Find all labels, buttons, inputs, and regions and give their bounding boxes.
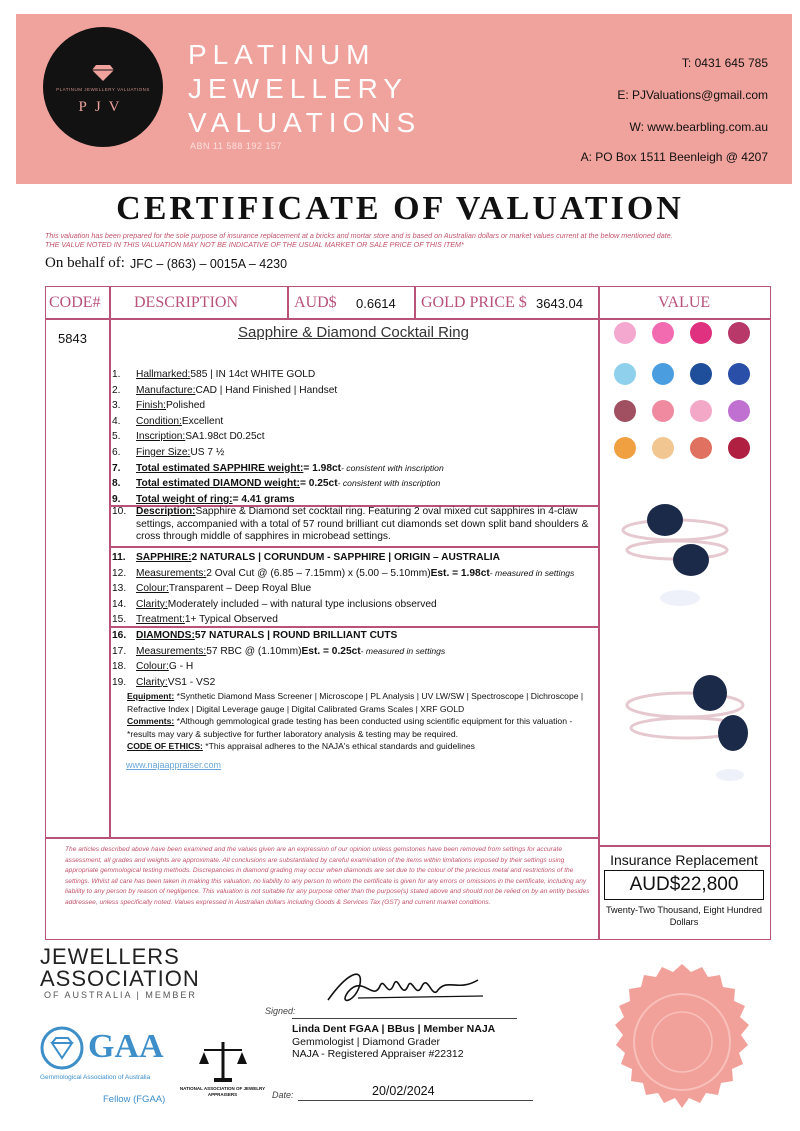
spec-label: Hallmarked: — [136, 369, 191, 380]
divider — [598, 286, 600, 940]
embossed-seal — [602, 962, 762, 1122]
spec-number: 3. — [112, 400, 121, 412]
gaa-subtitle: Gemmological Association of Australia — [40, 1074, 151, 1081]
abn-number: ABN 11 588 192 157 — [190, 141, 282, 151]
spec-label: Manufacture: — [136, 384, 196, 396]
item-code: 5843 — [58, 331, 87, 346]
spec-number: 8. — [112, 478, 121, 490]
ring-photo-top — [615, 490, 745, 620]
spec-row — [112, 550, 574, 566]
spec-label: Condition: — [136, 415, 182, 427]
spec-row — [112, 445, 444, 461]
spec-text: 2 NATURALS | CORUNDUM - SAPPHIRE | ORIGIN – AUSTRALIA — [191, 552, 500, 563]
naja-logo-text: NATIONAL ASSOCIATION OF JEWELRY APPRAISERS — [179, 1086, 266, 1097]
item-description — [112, 506, 588, 544]
comments-label: Comments: — [127, 716, 175, 727]
spec-label: Colour: — [136, 583, 169, 595]
divider — [45, 837, 598, 839]
spec-number: 2. — [112, 384, 121, 396]
brand-line: JEWELLERY — [188, 73, 408, 104]
equipment-label: Equipment: — [127, 691, 175, 701]
spec-text: = 0.25ct — [299, 478, 338, 490]
brand-name — [188, 38, 421, 140]
contact-address: A: PO Box 1511 Beenleigh @ 4207 — [580, 150, 768, 164]
spec-number: 17. — [112, 645, 127, 657]
spec-label: Measurements: — [136, 567, 207, 579]
insurance-amount-words: Twenty-Two Thousand, Eight Hundred Dollars — [605, 905, 763, 927]
spec-text: Transparent – Deep Royal Blue — [168, 583, 312, 595]
spec-row — [112, 414, 444, 430]
spec-text: 585 | IN 14ct WHITE GOLD — [190, 369, 316, 380]
date-value: 20/02/2024 — [372, 1084, 435, 1098]
liability-footnote: The articles described above have been examined and the values given are an expression of our opinion unless gemstones have been removed from settings for accurate assessment, all grades and weights are approximate. All conclusions are substantiated by careful examination of the items within limitations imposed by their settings using appropriate gemmological testing methods. Discrepancies in diamond grading may occur when diamonds are set due to the colour of the precious metal and restrictions of the settings. Whilst all care has been taken in making this valuation, no liability to any person to whom the certificate is given for any errors or omissions in the certificate, including any liability to any person by reason of negligence. This valuation is not suitable for any purpose other than the purpose(s) stated above and should not be relied on by an entity besides addressee, unless specifically noted. Values expressed in Australian dollars including Goods & Services Tax (GST) and current market conditions. — [65, 846, 590, 906]
on-behalf-value: JFC – (863) – 0015A – 4230 — [130, 257, 288, 271]
signature-line — [292, 1018, 517, 1019]
gaa-diamond-icon — [40, 1026, 84, 1070]
divider — [109, 546, 598, 548]
spec-label: DIAMONDS: — [136, 630, 195, 641]
spec-row — [112, 675, 445, 691]
logo-small-text: PLATINUM JEWELLERY VALUATIONS — [56, 87, 150, 92]
spec-number: 9. — [112, 493, 121, 505]
ja-member-text: OF AUSTRALIA | MEMBER — [44, 990, 197, 1000]
item-specs-1 — [112, 367, 444, 507]
ring-photo-bottom — [615, 660, 765, 790]
contact-phone: T: 0431 645 785 — [681, 56, 768, 70]
gem-thumbnail-icons — [614, 322, 750, 459]
spec-row — [112, 566, 574, 582]
gaa-fellow: Fellow (FGAA) — [103, 1094, 166, 1105]
col-code: CODE# — [49, 294, 101, 311]
spec-text: 57 NATURALS | ROUND BRILLIANT CUTS — [194, 630, 398, 641]
spec-label: Finish: — [136, 400, 167, 412]
divider — [109, 286, 111, 837]
spec-text: Excellent — [181, 415, 224, 427]
date-line — [298, 1100, 533, 1101]
description-line: cross through middle of sapphires in microbead settings. — [136, 531, 391, 542]
diamond-icon — [92, 63, 114, 81]
spec-label: Description: — [136, 506, 196, 517]
spec-label: Total estimated DIAMOND weight: — [136, 478, 300, 490]
spec-number: 10. — [112, 506, 127, 517]
spec-row — [112, 461, 444, 477]
spec-label: Total estimated SAPPHIRE weight: — [136, 462, 304, 474]
scales-of-justice-icon — [198, 1040, 248, 1084]
spec-note: - consistent with inscription — [341, 462, 444, 473]
spec-row — [112, 628, 445, 644]
spec-label: Colour: — [136, 661, 169, 673]
brand-line: PLATINUM — [188, 39, 376, 70]
divider — [598, 845, 771, 847]
diamond-specs — [112, 628, 445, 690]
signer-details — [292, 1023, 495, 1061]
jewellers-association-logo — [40, 946, 200, 990]
spec-number: 4. — [112, 415, 121, 427]
description-line: settings, accompanied with a total of 57 round brilliant cut diamonds set down split band shoulders & — [136, 518, 589, 530]
gaa-logo-text: GAA — [88, 1028, 164, 1065]
spec-row — [112, 581, 574, 597]
insurance-amount: AUD$22,800 — [604, 870, 764, 900]
description-line: Sapphire & Diamond set cocktail ring. Featuring 2 oval mixed cut sapphires in 4-claw — [195, 506, 578, 517]
equipment-line — [127, 690, 592, 715]
spec-text: SA1.98ct D0.25ct — [185, 431, 265, 443]
valuation-disclaimer — [45, 231, 770, 249]
certificate-title: CERTIFICATE OF VALUATION — [116, 190, 684, 227]
ethics-text: *This appraisal adheres to the NAJA's ethical standards and guidelines — [202, 741, 475, 752]
spec-label: Treatment: — [136, 614, 185, 626]
spec-row — [112, 659, 445, 675]
on-behalf-label: On behalf of: — [45, 255, 125, 271]
col-value: VALUE — [658, 294, 711, 311]
spec-text: 57 RBC @ (1.10mm) — [206, 645, 302, 657]
date-label: Date: — [272, 1090, 294, 1100]
spec-text: Polished — [166, 400, 206, 412]
spec-number: 6. — [112, 446, 121, 458]
spec-number: 7. — [112, 462, 121, 474]
spec-number: 5. — [112, 431, 121, 443]
spec-row — [112, 398, 444, 414]
disclaimer-line: THE VALUE NOTED IN THIS VALUATION MAY NOT BE INDICATIVE OF THE USUAL MARKET OR SALE PRICE OF THIS ITEM* — [45, 240, 464, 249]
spec-label: Total weight of ring: — [136, 493, 233, 505]
signer-registration: NAJA - Registered Appraiser #22312 — [292, 1048, 464, 1060]
aud-rate: 0.6614 — [356, 296, 396, 311]
item-title: Sapphire & Diamond Cocktail Ring — [238, 324, 469, 341]
spec-row — [112, 476, 444, 492]
spec-number: 13. — [112, 583, 127, 595]
spec-text: = 1.98ct — [303, 462, 342, 474]
signer-role: Gemmologist | Diamond Grader — [292, 1035, 441, 1048]
equipment-block — [127, 690, 592, 753]
signed-label: Signed: — [265, 1006, 296, 1016]
contact-email[interactable]: E: PJValuations@gmail.com — [617, 88, 768, 102]
spec-label: Clarity: — [136, 676, 168, 688]
spec-label: Inscription: — [136, 431, 186, 443]
spec-text: Moderately included – with natural type inclusions observed — [167, 598, 437, 610]
spec-label: Clarity: — [136, 598, 168, 610]
spec-estimate: Est. = 1.98ct — [430, 567, 490, 579]
spec-number: 12. — [112, 567, 127, 579]
ethics-label: CODE OF ETHICS: — [127, 741, 203, 752]
signer-name: Linda Dent FGAA | BBus | Member NAJA — [292, 1023, 496, 1035]
pjv-logo — [43, 27, 163, 147]
spec-row — [112, 429, 444, 445]
spec-row — [112, 597, 574, 613]
spec-text: = 4.41 grams — [232, 493, 295, 505]
spec-number: 1. — [112, 369, 121, 380]
spec-row — [112, 367, 444, 383]
logo-monogram: PJV — [78, 99, 128, 115]
spec-text: 1+ Typical Observed — [184, 614, 278, 626]
brand-line: VALUATIONS — [188, 107, 422, 138]
description-row — [112, 506, 588, 519]
spec-note: - measured in settings — [360, 645, 446, 656]
spec-label: Finger Size: — [136, 446, 191, 458]
comments-text: *Although gemmological grade testing has been conducted using scientific equipment for this valuation - *results may vary & subjective for further laboratory analysis & testing may be required. — [127, 716, 573, 739]
sapphire-specs — [112, 550, 574, 628]
col-aud-label: AUD$ — [294, 294, 337, 311]
spec-number: 15. — [112, 614, 127, 626]
disclaimer-line: This valuation has been prepared for the sole purpose of insurance replacement at a bricks and mortar store and is based on Australian dollars or market values current at the below mentioned date. — [45, 231, 673, 240]
spec-number: 14. — [112, 598, 127, 610]
equipment-text: *Synthetic Diamond Mass Screener | Microscope | PL Analysis | UV LW/SW | Spectroscope | Dichroscope | Refractive Index | Digital Leverage gauge | Digital Calibrated Grams Scales | XRF GOLD — [127, 691, 584, 714]
handwritten-signature — [318, 962, 488, 1012]
ja-line: ASSOCIATION — [40, 966, 200, 991]
spec-number: 19. — [112, 676, 127, 688]
spec-text: CAD | Hand Finished | Handset — [195, 384, 338, 396]
spec-label: Measurements: — [136, 645, 207, 657]
spec-text: 2 Oval Cut @ (6.85 – 7.15mm) x (5.00 – 5.10mm) — [206, 567, 431, 579]
spec-label: SAPPHIRE: — [136, 552, 192, 563]
spec-text: VS1 - VS2 — [167, 676, 216, 688]
spec-number: 16. — [112, 630, 127, 641]
gold-price: 3643.04 — [536, 296, 583, 311]
naja-link[interactable]: www.najaappraiser.com — [126, 760, 222, 770]
spec-text: US 7 ½ — [190, 446, 225, 458]
insurance-title: Insurance Replacement — [610, 852, 758, 868]
spec-estimate: Est. = 0.25ct — [301, 645, 361, 657]
ethics-line — [127, 740, 592, 753]
spec-row — [112, 644, 445, 660]
spec-number: 18. — [112, 661, 127, 673]
col-gold-label: GOLD PRICE $ — [421, 294, 527, 311]
spec-note: - consistent with inscription — [337, 478, 441, 489]
gemstone-colour-chart — [608, 318, 768, 468]
divider — [414, 286, 416, 319]
spec-number: 11. — [112, 552, 126, 563]
spec-text: G - H — [168, 661, 194, 673]
comments-line — [127, 715, 592, 740]
contact-web[interactable]: W: www.bearbling.com.au — [629, 120, 768, 134]
spec-note: - measured in settings — [489, 567, 575, 578]
col-description: DESCRIPTION — [134, 294, 239, 311]
ja-line: JEWELLERS — [40, 944, 180, 969]
spec-row — [112, 383, 444, 399]
divider — [287, 286, 289, 319]
